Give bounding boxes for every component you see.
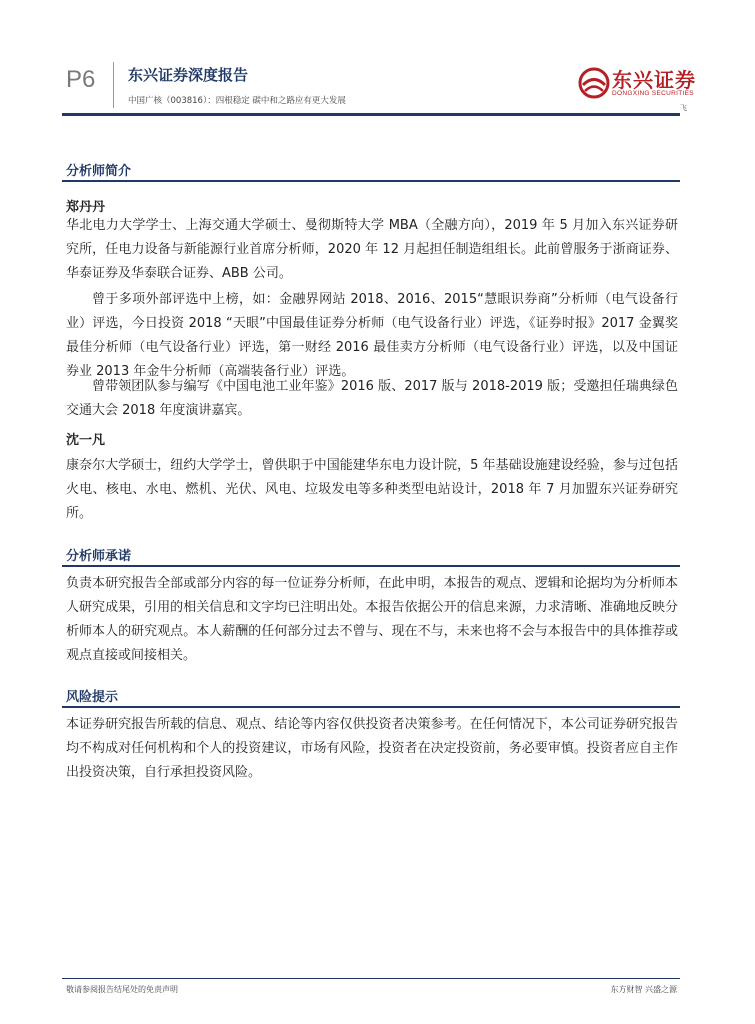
commitment-text: 负责本研究报告全部或部分内容的每一位证券分析师，在此申明，本报告的观点、逻辑和论据均为分析师本人研究成果，引用的相关信息和文字均已注明出处。本报告依据公开的信息来源，力求清晰、准确地反映分析师本人的研究观点。本人薪酬的任何部分过去不曾与、现在不与，未来也将不会与本报告中的具体推荐或观点直接或间接相关。 xyxy=(66,576,678,663)
analyst-1-bio: 华北电力大学学士、上海交通大学硕士、曼彻斯特大学 MBA（全融方向），2019 年 5 月加入东兴证券研究所，任电力设备与新能源行业首席分析师，2020 年 12 月起担任制造组组长。此前曾服务于浙商证券、华泰证券及华泰联合证券、ABB 公司。 xyxy=(66,218,678,281)
analyst-intro-heading: 分析师简介 xyxy=(66,164,132,179)
logo-subtext: DONGXING SECURITIES xyxy=(612,90,694,97)
header-divider xyxy=(113,62,114,108)
risk-rule xyxy=(62,706,680,708)
commitment-heading: 分析师承诺 xyxy=(66,549,132,564)
header-mark: 飞 xyxy=(680,104,687,112)
report-subtitle: 中国广核（003816）：四根稳定 碳中和之路应有更大发展 xyxy=(128,96,346,106)
footer-disclaimer-note: 敬请参阅报告结尾处的免责声明 xyxy=(66,985,178,994)
logo-text: 东兴证券 xyxy=(612,68,696,92)
analyst-2-name: 沈一凡 xyxy=(66,433,106,448)
commitment-rule xyxy=(62,565,680,567)
analyst-2-bio: 康奈尔大学硕士，纽约大学学士，曾供职于中国能建华东电力设计院，5 年基础设施建设经验，参与过包括火电、核电、水电、燃机、光伏、风电、垃圾发电等多种类型电站设计，2018 年 7 月加盟东兴证券研究所。 xyxy=(66,458,678,521)
report-title: 东兴证券深度报告 xyxy=(128,66,249,84)
header-rule xyxy=(62,113,680,116)
analyst-1-name: 郑丹丹 xyxy=(66,200,106,215)
risk-text: 本证券研究报告所载的信息、观点、结论等内容仅供投资者决策参考。在任何情况下，本公司证券研究报告均不构成对任何机构和个人的投资建议，市场有风险，投资者在决定投资前，务必要审慎。投资者应自主作出投资决策，自行承担投资风险。 xyxy=(66,717,678,780)
analyst-1-activities: 曾带领团队参与编写《中国电池工业年鉴》2016 版、2017 版与 2018-2019 版；受邀担任瑞典绿色交通大会 2018 年度演讲嘉宾。 xyxy=(66,379,678,418)
footer-rule xyxy=(62,978,680,979)
page-number: P6 xyxy=(66,66,96,93)
analyst-intro-rule xyxy=(62,180,680,182)
analyst-1-awards: 曾于多项外部评选中上榜，如：金融界网站 2018、2016、2015“慧眼识券商”分析师（电气设备行业）评选，今日投资 2018 “天眼”中国最佳证券分析师（电气设备行业）评选，《证券时报》2017 金翼奖最佳分析师（电气设备行业）评选，第一财经 2016 最佳卖方分析师（电气设备行业）评选，以及中国证券业 2013 年金牛分析师（高端装备行业）评选。 xyxy=(66,292,678,379)
footer-slogan: 东方财智 兴盛之源 xyxy=(610,985,677,994)
risk-heading: 风险提示 xyxy=(66,690,119,705)
